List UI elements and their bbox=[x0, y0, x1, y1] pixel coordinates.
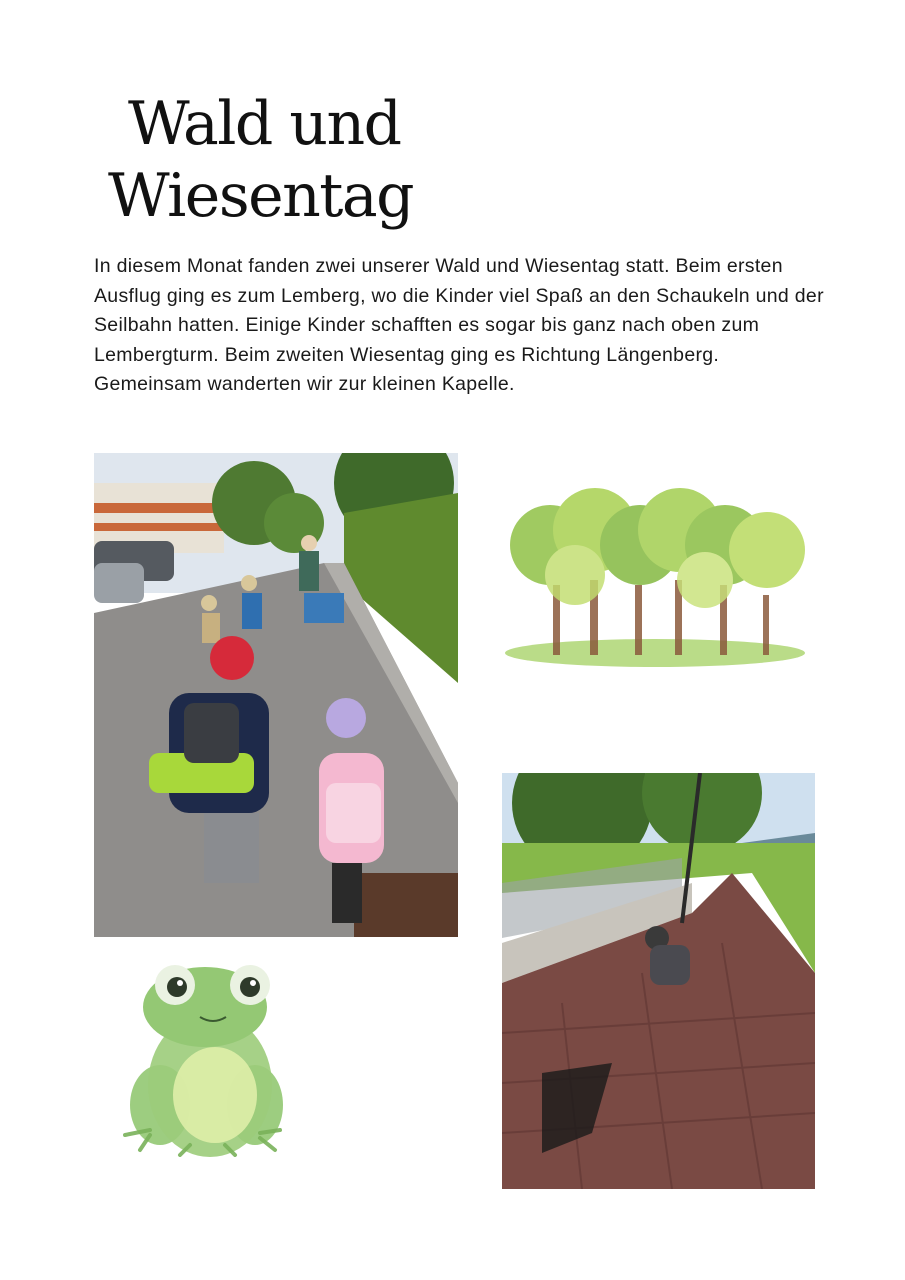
title-line-2: Wiesentag bbox=[108, 161, 414, 231]
page-title bbox=[108, 88, 468, 232]
illustration-watercolor-frog bbox=[110, 955, 285, 1160]
photo-child-zipline bbox=[502, 773, 815, 1189]
photo-children-walking bbox=[94, 453, 458, 937]
title-line-1: Wald und bbox=[128, 89, 401, 159]
article-body: In diesem Monat fanden zwei unserer Wald und Wiesentag statt. Beim ersten Ausflug ging es zum Lemberg, wo die Kinder viel Spaß an den Schaukeln und der Seilbahn hatten. Einige Kinder schafften es sogar bis ganz nach oben zum Lembergturm. Beim zweiten Wiesentag ging es Richtung Längenberg. Gemeinsam wanderten wir zur kleinen Kapelle. bbox=[94, 255, 824, 396]
illustration-watercolor-trees bbox=[505, 485, 810, 675]
